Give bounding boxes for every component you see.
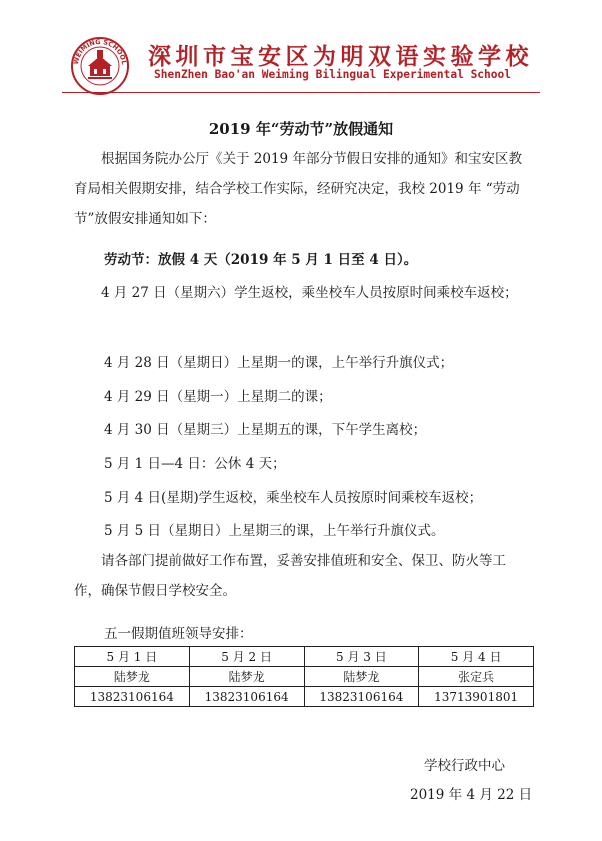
holiday-highlight: 劳动节：放假 4 天（2019 年 5 月 1 日至 4 日）。 [104,252,418,268]
logo-text: WEIMING SCHOOL [71,37,129,66]
schedule-item: 4 月 29 日（星期一）上星期二的课； [104,389,332,405]
notice-title: 2019 年“劳动节”放假通知 [208,120,394,138]
signature-date: 2019 年 4 月 22 日 [410,787,533,803]
school-name-cn: 深圳市宝安区为明双语实验学校 [148,44,533,70]
duty-date: 5 月 2 日 [189,647,304,667]
schedule-item: 5 月 4 日(星期)学生返校，乘坐校车人员按原时间乘校车返校； [104,490,483,506]
reminder-paragraph: 请各部门提前做好工作布置，妥善安排值班和安全、保卫、防火等工作，确保节假日学校安全。 [74,553,506,599]
duty-table [74,646,534,707]
duty-phone: 13823106164 [75,687,190,707]
school-name-en: ShenZhen Bao'an Weiming Bilingual Experimental School [154,68,511,81]
duty-name: 陆梦龙 [304,667,419,687]
duty-phone: 13713901801 [419,687,534,707]
signature-office: 学校行政中心 [424,758,505,774]
table-row [75,647,534,667]
schedule-item: 4 月 28 日（星期日）上星期一的课，上午举行升旗仪式； [104,355,454,371]
table-row [75,687,534,707]
duty-name: 陆梦龙 [189,667,304,687]
duty-date: 5 月 1 日 [75,647,190,667]
table-row [75,667,534,687]
schedule-item: 5 月 1 日—4 日：公休 4 天； [104,456,286,472]
duty-phone: 13823106164 [304,687,419,707]
intro-paragraph: 根据国务院办公厅《关于 2019 年部分节假日安排的通知》和宝安区教育局相关假期安排，结合学校工作实际，经研究决定，我校 2019 年 “劳动节”放假安排通知如下： [74,151,522,227]
schedule-item: 5 月 5 日（星期日）上星期三的课，上午举行升旗仪式。 [104,523,445,539]
school-logo [70,36,130,96]
duty-name: 张定兵 [419,667,534,687]
header-divider [62,92,540,93]
schedule-item: 4 月 30 日（星期三）上星期五的课，下午学生离校； [104,422,427,438]
duty-heading: 五一假期值班领导安排： [104,626,253,642]
duty-date: 5 月 4 日 [419,647,534,667]
duty-date: 5 月 3 日 [304,647,419,667]
schedule-item: 4 月 27 日（星期六）学生返校，乘坐校车人员按原时间乘校车返校； [101,285,518,301]
duty-phone: 13823106164 [189,687,304,707]
duty-name: 陆梦龙 [75,667,190,687]
